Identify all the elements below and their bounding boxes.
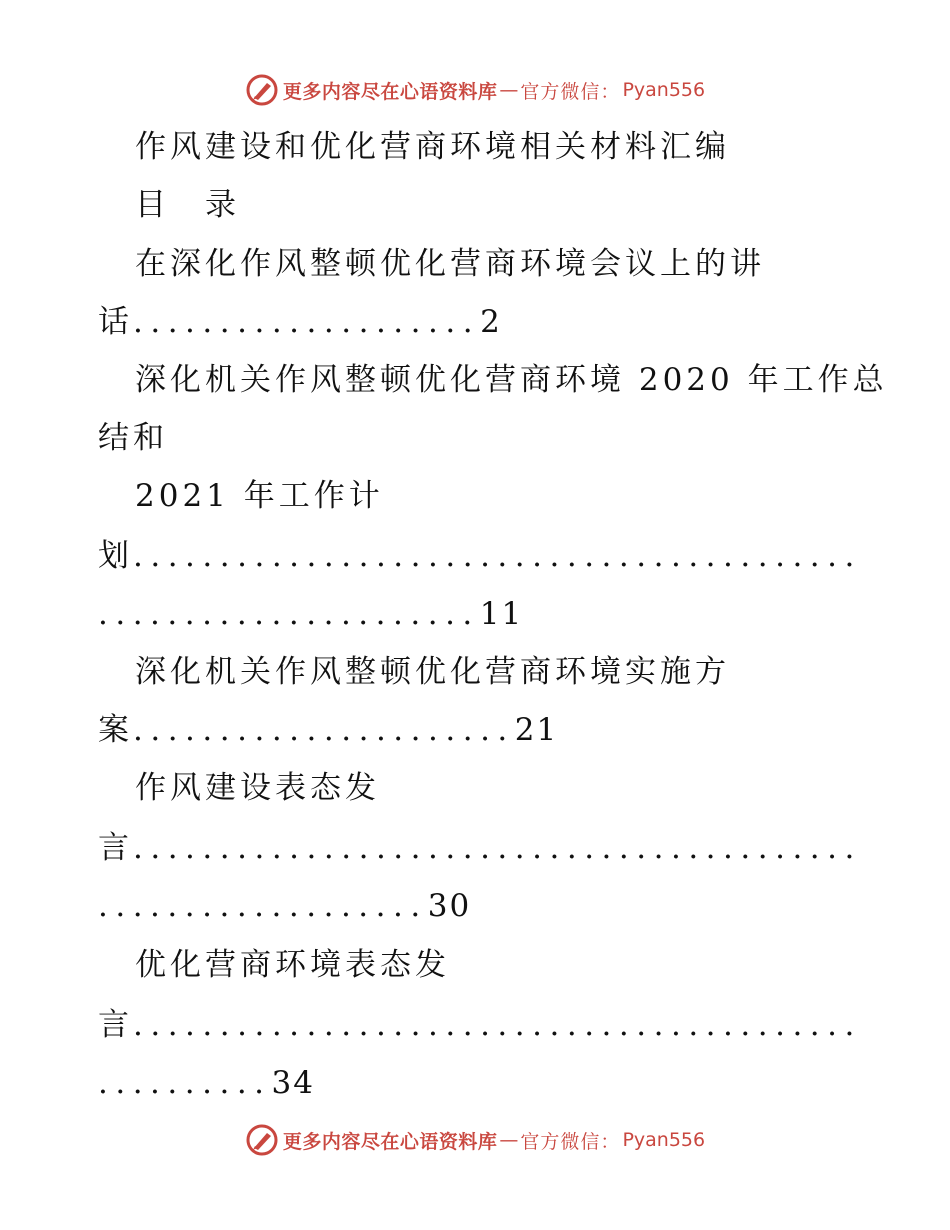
watermark-wechat-id: Pyan556 [622,79,706,101]
toc-entry-1-leader [98,302,950,342]
toc-heading: 目 录 [135,187,240,223]
toc-entry-5-title-tail: 言 [98,1007,133,1043]
toc-entry-3-page: 21 [514,712,559,748]
header-watermark [0,70,950,110]
watermark-separator: — [499,1129,519,1151]
toc-entry-2-leader-cont [98,594,950,634]
toc-entry-4-title-tail: 言 [98,830,133,866]
toc-entry-5-leader [98,1005,950,1045]
watermark-official: 官方微信： [520,80,621,103]
toc-entry-1-title-tail: 话 [98,304,133,340]
toc-entry-2-title-cont2: 2021 年工作计 [135,478,384,514]
toc-entry-1-title: 在深化作风整顿优化营商环境会议上的讲 [135,246,765,282]
toc-entry-1-page: 2 [480,304,502,340]
watermark-separator: — [499,79,519,101]
toc-entry-2-dots-cont: ...................... [98,596,480,632]
toc-entry-3-title-tail: 案 [98,712,133,748]
toc-entry-2-page: 11 [479,596,524,632]
toc-entry-2-title-cont: 结和 [98,420,168,456]
watermark-official: 官方微信： [520,1130,621,1153]
toc-entry-4-dots-cont: ................... [98,888,428,924]
pen-logo-icon [245,73,279,107]
watermark-wechat-id: Pyan556 [622,1129,706,1151]
document-title: 作风建设和优化营商环境相关材料汇编 [135,129,730,165]
toc-entry-4-dots: .......................................... [133,830,862,866]
toc-entry-4-leader [98,828,950,868]
footer-watermark [0,1120,950,1160]
toc-entry-2-title: 深化机关作风整顿优化营商环境 2020 年工作总 [135,362,888,398]
toc-entry-1-dots: .................... [133,304,481,340]
toc-entry-2-dots: .......................................... [133,538,862,574]
toc-entry-4-title: 作风建设表态发 [135,770,380,806]
toc-entry-4-page: 30 [427,888,472,924]
watermark-label: 更多内容尽在心语资料库 [282,80,498,103]
toc-entry-2-leader [98,536,950,576]
toc-entry-5-page: 34 [271,1065,315,1101]
toc-entry-5-dots: .......................................... [133,1007,862,1043]
toc-entry-3-dots: ...................... [133,712,515,748]
toc-entry-5-leader-cont [98,1063,950,1103]
toc-entry-3-title: 深化机关作风整顿优化营商环境实施方 [135,654,730,690]
toc-entry-5-dots-cont: .......... [98,1065,272,1101]
pen-logo-icon [245,1123,279,1157]
toc-entry-5-title: 优化营商环境表态发 [135,947,450,983]
toc-entry-3-leader [98,710,950,750]
watermark-label: 更多内容尽在心语资料库 [282,1130,498,1153]
toc-entry-4-leader-cont [98,886,950,926]
toc-entry-2-title-tail: 划 [98,538,133,574]
